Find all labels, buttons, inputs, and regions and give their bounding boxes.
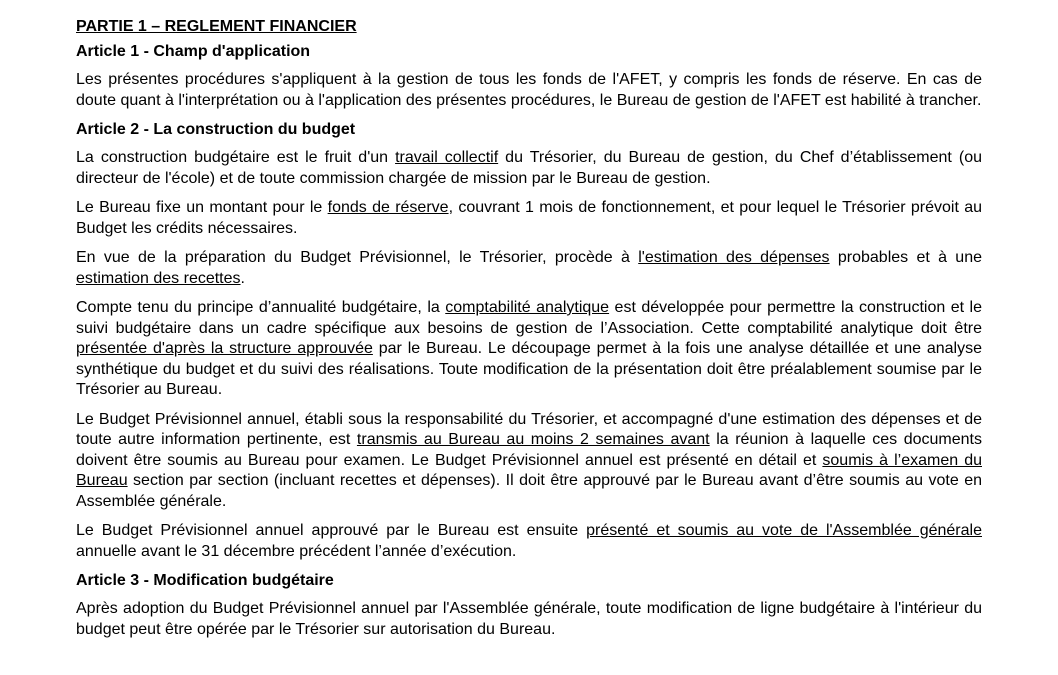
text-run: La construction budgétaire est le fruit d'un xyxy=(76,149,396,166)
underlined-text: soumis à l’examen du Bureau xyxy=(76,451,982,489)
text-run: Le Budget Prévisionnel annuel approuvé par le Bureau est ensuite xyxy=(76,522,587,539)
article-2-paragraph-1 xyxy=(76,148,982,189)
text-run: . xyxy=(240,269,245,287)
text-run: est développée pour permettre la construction et le suivi budgétaire dans un cadre spécifique aux besoins de gestion de l’Association. Cette comptabilité analytique doit être xyxy=(76,299,983,337)
part-title: PARTIE 1 – REGLEMENT FINANCIER xyxy=(76,18,357,35)
article-2-paragraph-3 xyxy=(76,248,982,289)
article-2-paragraph-4 xyxy=(76,298,982,401)
underlined-text: estimation des recettes xyxy=(76,269,241,287)
text-run: , couvrant 1 mois de fonctionnement, et pour lequel le Trésorier prévoit au Budget les crédits nécessaires. xyxy=(76,199,983,237)
text-run: par le Bureau. Le découpage permet à la fois une analyse détaillée et une analyse synthétique du budget et du suivi des réalisations. Toute modification de la présentation doit être préalablement soumise par le Trésorier au Bureau. xyxy=(76,340,983,398)
text-run: probables et à une xyxy=(829,249,983,266)
underlined-text: présentée d'après la structure approuvée xyxy=(76,340,373,357)
article-2-title: Article 2 - La construction du budget xyxy=(76,121,356,138)
document-page xyxy=(76,15,982,649)
text-run: du Trésorier, du Bureau de gestion, du Chef d’établissement (ou directeur de l'école) et de toute commission chargée de mission par le Bureau de gestion. xyxy=(76,149,982,187)
article-2-paragraph-6 xyxy=(76,521,982,562)
article-3-paragraph-1: Après adoption du Budget Prévisionnel annuel par l'Assemblée générale, toute modification de ligne budgétaire à l'intérieur du budget peut être opérée par le Trésorier sur autorisation du Bureau. xyxy=(76,600,982,638)
text-run: Compte tenu du principe d’annualité budgétaire, la xyxy=(76,299,446,316)
underlined-text: fonds de réserve xyxy=(327,199,449,216)
text-run: Le Budget Prévisionnel annuel, établi sous la responsabilité du Trésorier, et accompagné d'une estimation des dépenses et de toute autre information pertinente, est xyxy=(76,410,982,448)
article-1-paragraph-1: Les présentes procédures s'appliquent à la gestion de tous les fonds de l'AFET, y compris les fonds de réserve. En cas de doute quant à l'interprétation ou à l'application des présentes procédures, le Bureau de gestion de l'AFET est habilité à trancher. xyxy=(76,71,982,109)
underlined-text: transmis au Bureau au moins 2 semaines avant xyxy=(356,431,710,448)
text-run: la réunion à laquelle ces documents doivent être soumis au Bureau pour examen. Le Budget Prévisionnel annuel est présenté en détail et xyxy=(76,431,983,469)
text-run: annuelle avant le 31 décembre précédent l’année d’exécution. xyxy=(76,542,517,560)
text-run: En vue de la préparation du Budget Prévisionnel, le Trésorier, procède à xyxy=(76,249,639,266)
underlined-text: présenté et soumis au vote de l'Assemblée générale xyxy=(586,522,982,539)
text-run: section par section (incluant recettes et dépenses). Il doit être approuvé par le Bureau avant d’être soumis au vote en Assemblée générale. xyxy=(76,472,982,510)
text-run: Le Bureau fixe un montant pour le xyxy=(76,199,328,216)
article-2-paragraph-2 xyxy=(76,198,982,239)
underlined-text: travail collectif xyxy=(395,149,499,166)
article-3-title: Article 3 - Modification budgétaire xyxy=(76,572,334,589)
underlined-text: comptabilité analytique xyxy=(445,299,610,316)
article-2-paragraph-5 xyxy=(76,410,982,513)
article-1-title: Article 1 - Champ d'application xyxy=(76,43,311,60)
underlined-text: l'estimation des dépenses xyxy=(638,249,830,266)
